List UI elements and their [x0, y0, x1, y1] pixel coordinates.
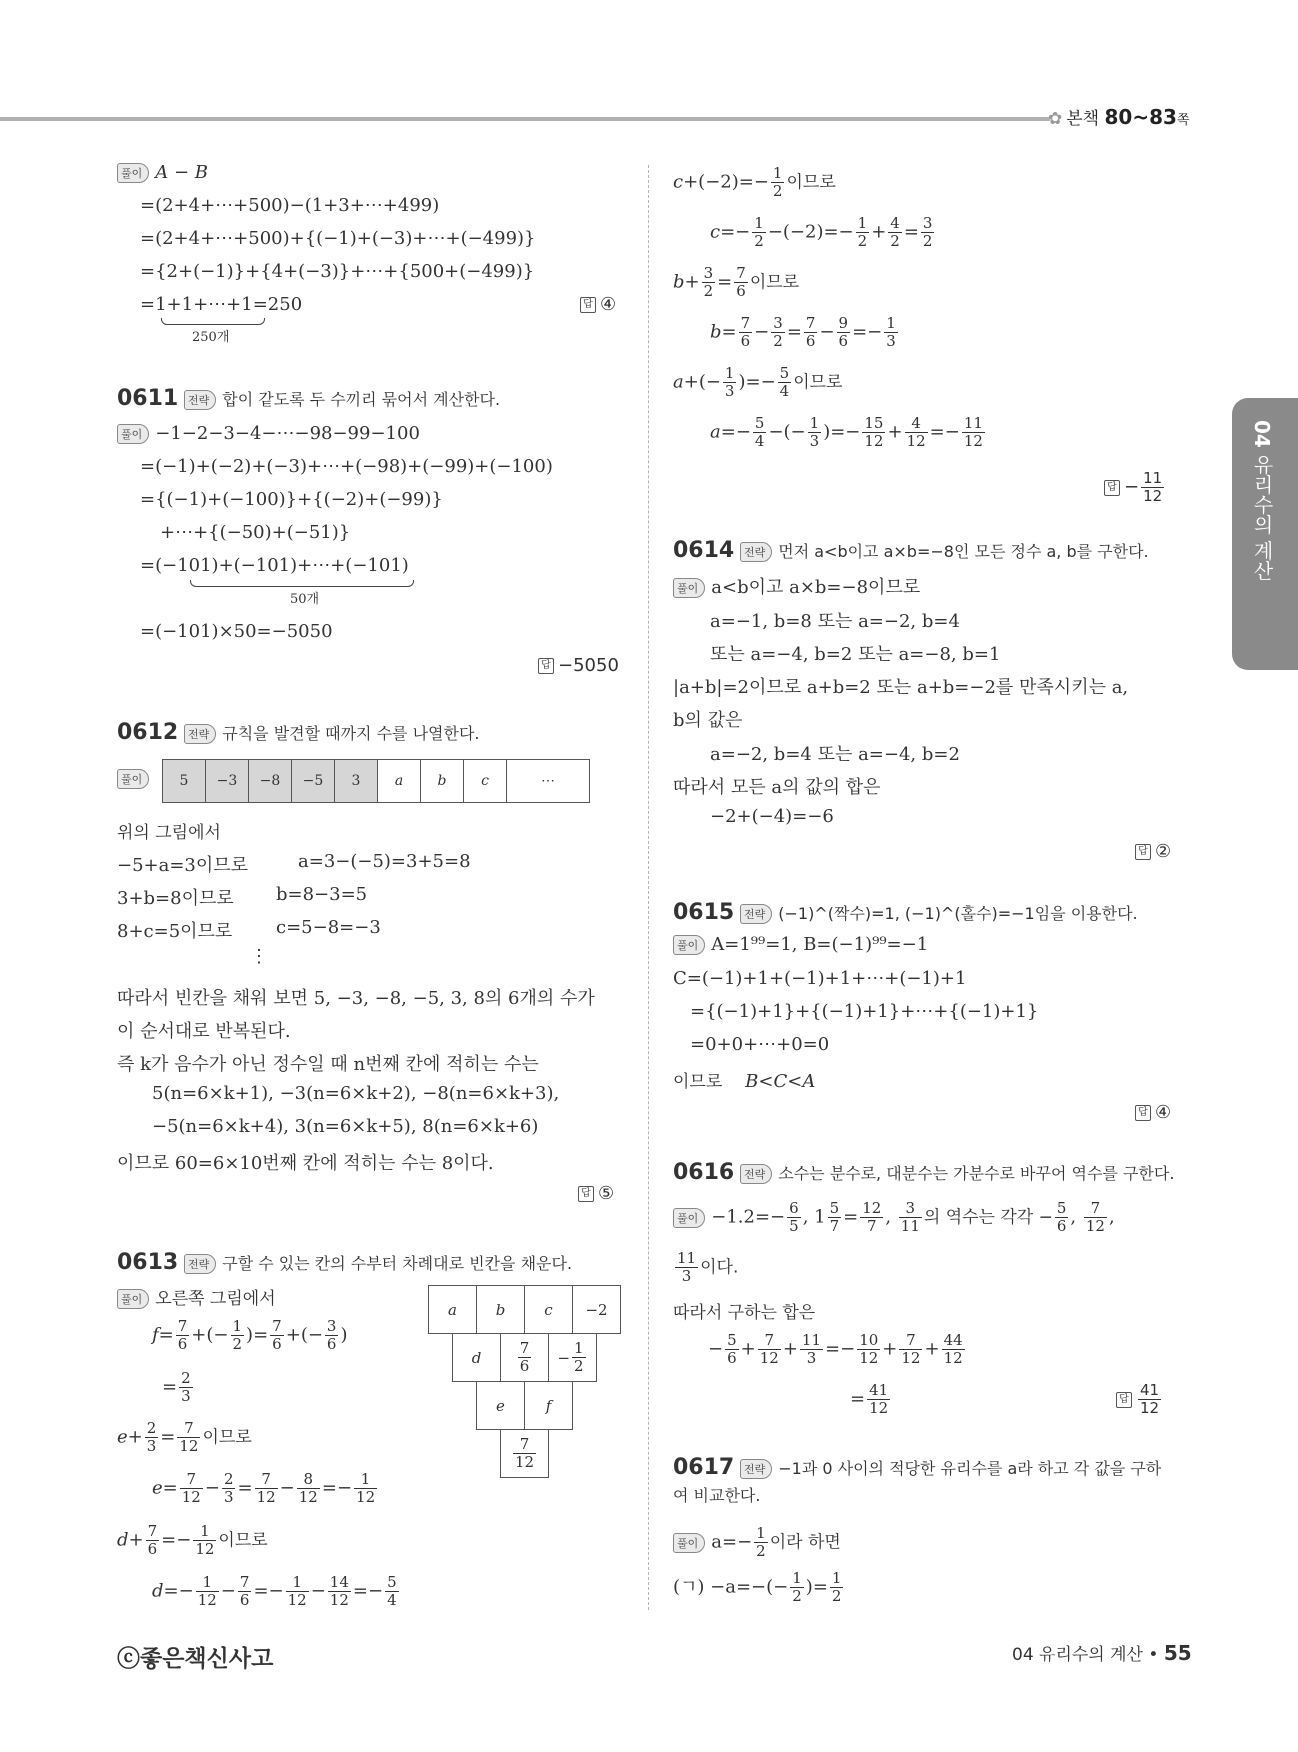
p0612-r3a: 8+c=5이므로 — [117, 921, 233, 942]
p0612-t1: 따라서 빈칸을 채워 보면 5, −3, −8, −5, 3, 8의 6개의 수가 — [117, 988, 595, 1009]
p0610-line4: ={2+(−1)}+{4+(−3)}+⋯+{500+(−499)} — [140, 261, 535, 282]
p0617-line2: (ㄱ) −a=−(− $\frac{1}{2}$ )= $\frac{1}{2}$ — [673, 1569, 842, 1605]
p0612-t6: 이므로 60=6×10번째 칸에 적히는 수는 8이다. — [117, 1153, 494, 1174]
answer-icon: 답 — [538, 658, 554, 674]
p0613-e-cond: e+ $\frac{2}{3}$ = $\frac{7}{12}$ 이므로 — [117, 1419, 252, 1455]
solution-tag: 풀이 — [117, 769, 149, 789]
solution-tag: 풀이 — [673, 1533, 705, 1553]
p0616-line1: 풀이 −1.2=− $\frac{6}{5}$ , 1 $\frac{5}{7}$ = $\frac{12}{7}$ , $\frac{3}{11}$ 의 역수는 각각 − $\frac{5}{6}$ , $\frac{7}{12}$ , — [673, 1200, 1115, 1235]
p0616-result: = $\frac{41}{12}$ — [850, 1381, 889, 1417]
p0615-line2: C=(−1)+1+(−1)+1+⋯+(−1)+1 — [673, 968, 967, 989]
seq-cell: −8 — [249, 760, 292, 803]
p0613-d-eq: d=− $\frac{1}{12}$ − $\frac{7}{6}$ =− $\frac{1}{12}$ − $\frac{14}{12}$ =− $\frac{5}{4}$ — [152, 1573, 397, 1609]
sequence-table — [162, 759, 590, 803]
pyramid-cell: −2 — [572, 1285, 621, 1334]
p0615-line3: ={(−1)+1}+{(−1)+1}+⋯+{(−1)+1} — [690, 1001, 1039, 1022]
p0613-intro: 풀이 오른쪽 그림에서 — [117, 1284, 276, 1309]
underbrace — [161, 318, 265, 325]
p0615-line1: 풀이 A=1⁹⁹=1, B=(−1)⁹⁹=−1 — [673, 934, 928, 955]
solution-tag-0612 — [117, 768, 155, 789]
r-c-eq: c=− $\frac{1}{2}$ −(−2)=− $\frac{1}{2}$ + $\frac{4}{2}$ = $\frac{3}{2}$ — [710, 214, 933, 250]
chapter-side-tab-label: 04 유리수의 계산 — [1250, 420, 1274, 581]
p0617-line1: 풀이 a=− $\frac{1}{2}$ 이라 하면 — [673, 1525, 841, 1560]
p0614-line1: 풀이 a<b이고 a×b=−8이므로 — [673, 573, 920, 599]
p0614-line5: b의 값은 — [673, 710, 743, 731]
brace-label: 50개 — [290, 592, 320, 607]
p0612-t3: 즉 k가 음수가 아닌 정수일 때 n번째 칸에 적히는 수는 — [117, 1054, 539, 1075]
solution-tag: 풀이 — [117, 1289, 149, 1309]
answer-icon: 답 — [580, 297, 596, 313]
p0613-header: 0613 전략 구할 수 있는 칸의 수부터 차례대로 빈칸을 채운다. — [117, 1250, 573, 1275]
p0612-r1b: a=3−(−5)=3+5=8 — [298, 851, 471, 872]
seq-cell: a — [378, 760, 421, 803]
p0613-f-result: = $\frac{2}{3}$ — [162, 1369, 191, 1405]
answer-icon: 답 — [1135, 1105, 1151, 1121]
p0611-line4: +⋯+{(−50)+(−51)} — [160, 522, 351, 543]
answer-icon: 답 — [1116, 1392, 1132, 1408]
p0616-line3: 따라서 구하는 합은 — [673, 1303, 816, 1323]
p0615-line5: 이므로 B<C<A — [673, 1071, 816, 1092]
p0612-t2: 이 순서대로 반복된다. — [117, 1021, 291, 1042]
page-reference: ✿ 본책 80~83쪽 — [1048, 105, 1190, 129]
p0614-line3: 또는 a=−4, b=2 또는 a=−8, b=1 — [710, 644, 1001, 665]
pyramid-cell: $\frac{7}{12}$ — [500, 1429, 549, 1478]
seq-cell: 3 — [335, 760, 378, 803]
p0616-answer: 답 $\frac{41}{12}$ — [1116, 1382, 1163, 1417]
p0614-header: 0614 전략 먼저 a<b이고 a×b=−8인 모든 정수 a, b를 구한다. — [673, 538, 1149, 563]
p0614-line7: 따라서 모든 a의 값의 합은 — [673, 777, 881, 798]
seq-cell: b — [421, 760, 464, 803]
answer-icon: 답 — [1135, 844, 1151, 860]
p0611-line3: ={(−1)+(−100)}+{(−2)+(−99)} — [140, 489, 443, 510]
solution-tag: 풀이 — [673, 578, 705, 598]
solution-tag: 풀이 — [673, 935, 705, 955]
p0615-line4: =0+0+⋯+0=0 — [690, 1034, 830, 1055]
p0610-line1: 풀이 A − B — [117, 162, 208, 183]
p0612-r1a: −5+a=3이므로 — [117, 855, 249, 876]
p0610-answer: 답 ④ — [580, 294, 616, 315]
p0616-line2: $\frac{11}{3}$ 이다. — [677, 1249, 739, 1285]
pyramid-cell: b — [476, 1285, 525, 1334]
brace-label: 250개 — [192, 330, 230, 345]
r-b-cond: b+ $\frac{3}{2}$ = $\frac{7}{6}$ 이므로 — [673, 264, 800, 300]
flower-icon: ✿ — [1048, 109, 1063, 129]
strategy-tag: 전략 — [184, 724, 216, 744]
solution-tag: 풀이 — [117, 163, 149, 183]
p0614-line6: a=−2, b=4 또는 a=−4, b=2 — [710, 744, 960, 765]
r-a-eq: a=− $\frac{5}{4}$ −(− $\frac{1}{3}$ )=− $\frac{15}{12}$ + $\frac{4}{12}$ =− $\frac{11}{12}$ — [710, 414, 983, 450]
column-divider — [648, 165, 649, 1610]
p0615-answer: 답 ④ — [1135, 1102, 1171, 1123]
p0611-header: 0611 전략 합이 같도록 두 수끼리 묶어서 계산한다. — [117, 386, 501, 411]
p0612-r3b: c=5−8=−3 — [276, 917, 381, 938]
pyramid-cell: c — [524, 1285, 573, 1334]
strategy-tag: 전략 — [740, 1459, 772, 1479]
solution-tag: 풀이 — [117, 424, 149, 444]
p0612-t4: 5(n=6×k+1), −3(n=6×k+2), −8(n=6×k+3), — [152, 1083, 560, 1104]
strategy-tag: 전략 — [740, 1164, 772, 1184]
pyramid-cell: a — [428, 1285, 477, 1334]
p0612-t5: −5(n=6×k+4), 3(n=6×k+5), 8(n=6×k+6) — [152, 1116, 539, 1137]
r-b-eq: b= $\frac{7}{6}$ − $\frac{3}{2}$ = $\frac{7}{6}$ − $\frac{9}{6}$ =− $\frac{1}{3}$ — [710, 314, 896, 350]
top-rule — [0, 117, 1050, 121]
p0613-e-eq: e= $\frac{7}{12}$ − $\frac{2}{3}$ = $\frac{7}{12}$ − $\frac{8}{12}$ =− $\frac{1}{12}$ — [152, 1470, 376, 1506]
p0611-line6: =(−101)×50=−5050 — [140, 621, 333, 642]
p0613-answer: 답 − $\frac{11}{12}$ — [1104, 470, 1166, 505]
p0614-line2: a=−1, b=8 또는 a=−2, b=4 — [710, 611, 960, 632]
underbrace — [190, 580, 414, 587]
p0612-answer: 답 ⑤ — [578, 1183, 614, 1204]
p0612-dots: ⋮ — [250, 946, 268, 967]
solution-tag: 풀이 — [673, 1208, 705, 1228]
pyramid-cell: − $\frac{1}{2}$ — [548, 1333, 597, 1382]
p0612-header: 0612 전략 규칙을 발견할 때까지 수를 나열한다. — [117, 720, 480, 745]
p0611-line2: =(−1)+(−2)+(−3)+⋯+(−98)+(−99)+(−100) — [140, 456, 553, 477]
p0614-line8: −2+(−4)=−6 — [710, 806, 834, 827]
p0614-line4: |a+b|=2이므로 a+b=2 또는 a+b=−2를 만족시키는 a, — [673, 677, 1129, 698]
seq-cell: −3 — [206, 760, 249, 803]
strategy-tag: 전략 — [184, 1254, 216, 1274]
p0612-r2a: 3+b=8이므로 — [117, 888, 234, 909]
strategy-tag: 전략 — [740, 542, 772, 562]
strategy-tag: 전략 — [184, 390, 216, 410]
p0613-d-cond: d+ $\frac{7}{6}$ =− $\frac{1}{12}$ 이므로 — [117, 1522, 268, 1558]
seq-cell: 5 — [163, 760, 206, 803]
p0612-r2b: b=8−3=5 — [276, 884, 368, 905]
pyramid-cell: $\frac{7}{6}$ — [500, 1333, 549, 1382]
p0614-answer: 답 ② — [1135, 841, 1171, 862]
p0615-header: 0615 전략 (−1)^(짝수)=1, (−1)^(홀수)=−1임을 이용한다. — [673, 900, 1138, 925]
r-a-cond: a+(− $\frac{1}{3}$ )=− $\frac{5}{4}$ 이므로 — [673, 364, 843, 400]
p0610-line3: =(2+4+⋯+500)+{(−1)+(−3)+⋯+(−499)} — [140, 228, 536, 249]
seq-cell: −5 — [292, 760, 335, 803]
p0616-header: 0616 전략 소수는 분수로, 대분수는 가분수로 바꾸어 역수를 구한다. — [673, 1160, 1175, 1185]
p0617-header: 0617 전략 −1과 0 사이의 적당한 유리수를 a라 하고 각 값을 구하 — [673, 1455, 1162, 1480]
p0610-line5: =1+1+⋯+1=250 — [140, 294, 303, 315]
p0611-line1: 풀이 −1−2−3−4−⋯−98−99−100 — [117, 423, 420, 444]
pyramid-cell: e — [476, 1381, 525, 1430]
answer-icon: 답 — [578, 1186, 594, 1202]
publisher-logo: ⓒ좋은책신사고 — [117, 1646, 274, 1672]
p0613-f-line: f= $\frac{7}{6}$ +(− $\frac{1}{2}$ )= $\frac{7}{6}$ +(− $\frac{3}{6}$ ) — [152, 1317, 348, 1353]
r-c-cond: c+(−2)=− $\frac{1}{2}$ 이므로 — [673, 164, 836, 200]
seq-cell: ⋯ — [507, 760, 590, 803]
answer-icon: 답 — [1104, 480, 1120, 496]
pyramid-cell: f — [524, 1381, 573, 1430]
p0616-sum: − $\frac{5}{6}$ + $\frac{7}{12}$ + $\frac{11}{3}$ =− $\frac{10}{12}$ + $\frac{7}{12}$ + $\frac{44}{12}$ — [708, 1331, 963, 1367]
page-footer: 04 유리수의 계산 • 55 — [1012, 1641, 1192, 1665]
p0612-intro: 위의 그림에서 — [117, 823, 221, 843]
p0610-line2: =(2+4+⋯+500)−(1+3+⋯+499) — [140, 195, 440, 216]
seq-cell: c — [464, 760, 507, 803]
p0611-line5: =(−101)+(−101)+⋯+(−101) — [140, 555, 409, 576]
strategy-tag: 전략 — [740, 904, 772, 924]
p0617-strategy-cont: 여 비교한다. — [673, 1486, 761, 1505]
pyramid-cell: d — [452, 1333, 501, 1382]
p0611-answer: 답 −5050 — [538, 655, 619, 676]
